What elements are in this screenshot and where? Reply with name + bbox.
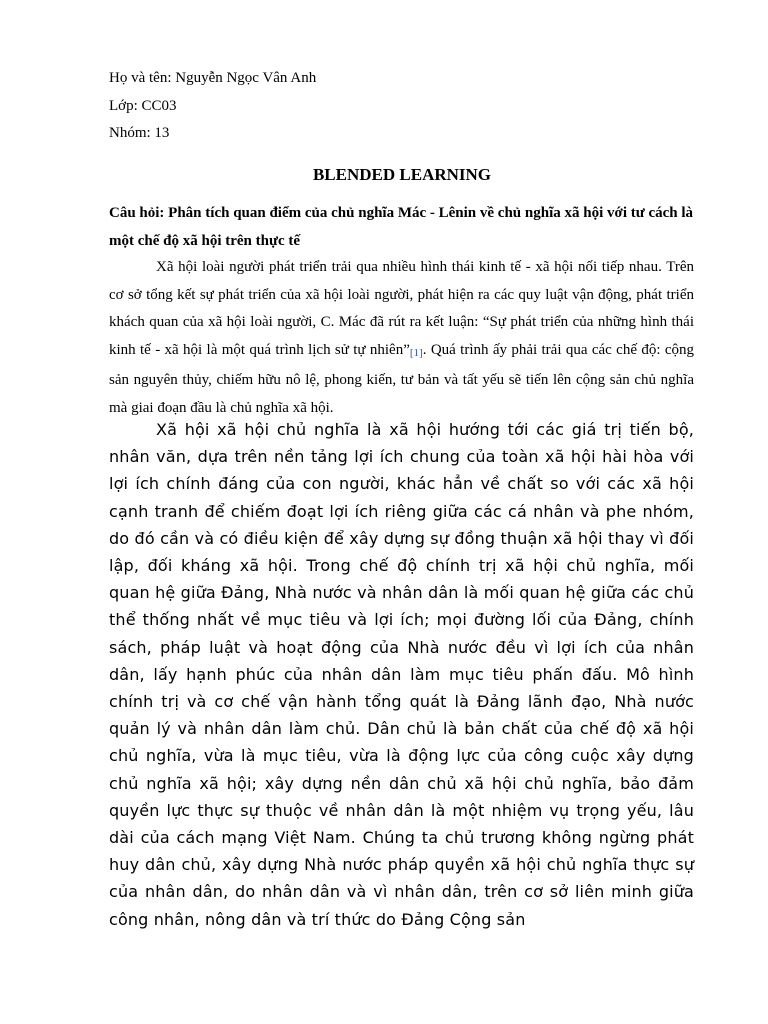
student-group: Nhóm: 13 (109, 125, 170, 141)
paragraph-body: Xã hội xã hội chủ nghĩa là xã hội hướng tới các giá trị tiến bộ, nhân văn, dựa trên nền tảng lợi ích chung của toàn xã hội hài hòa với lợi ích chính đáng của con người, khác hẳn về chất so với các xã hội cạnh tranh để chiếm đoạt lợi ích riêng giữa các cá nhân và phe nhóm, do đó cần và có điều kiện để xây dựng sự đồng thuận xã hội thay vì đối lập, đối kháng xã hội. Trong chế độ chính trị xã hội chủ nghĩa, mối quan hệ giữa Đảng, Nhà nước và nhân dân là mối quan hệ giữa các chủ thể thống nhất về mục tiêu và lợi ích; mọi đường lối của Đảng, chính sách, pháp luật và hoạt động của Nhà nước đều vì lợi ích của nhân dân, lấy hạnh phúc của nhân dân làm mục tiêu phấn đấu. Mô hình chính trị và cơ chế vận hành tổng quát là Đảng lãnh đạo, Nhà nước quản lý và nhân dân làm chủ. Dân chủ là bản chất của chế độ xã hội chủ nghĩa, vừa là mục tiêu, vừa là động lực của công cuộc xây dựng chủ nghĩa xã hội; xây dựng nền dân chủ xã hội chủ nghĩa, bảo đảm quyền lực thực sự thuộc về nhân dân là một nhiệm vụ trọng yếu, lâu dài của cách mạng Việt Nam. Chúng ta chủ trương không ngừng phát huy dân chủ, xây dựng Nhà nước pháp quyền xã hội chủ nghĩa thực sự của nhân dân, do nhân dân và vì nhân dân, trên cơ sở liên minh giữa công nhân, nông dân và trí thức do Đảng Cộng sản (109, 420, 694, 929)
footnote-link[interactable]: [1] (409, 346, 423, 359)
student-class: Lớp: CC03 (109, 98, 177, 114)
document-title: BLENDED LEARNING (312, 165, 492, 184)
paragraph-intro-text-continued: . Quá trình ấy phải trải qua các chế độ: cộng sản nguyên thủy, chiếm hữu nô lệ, phong kiến, tư bản và tất yếu sẽ tiến lên cộng sản chủ nghĩa mà giai đoạn đầu là chủ nghĩa xã hội. (109, 341, 695, 416)
paragraph-intro (109, 254, 694, 423)
question-heading: Câu hỏi: Phân tích quan điểm của chủ nghĩa Mác - Lênin về chủ nghĩa xã hội với tư cách là một chế độ xã hội trên thực tế (109, 205, 694, 249)
paragraph-intro-text: Xã hội loài người phát triển trải qua nhiều hình thái kinh tế - xã hội nối tiếp nhau. Trên cơ sở tổng kết sự phát triển của xã hội loài người, phát hiện ra các quy luật vận động, phát triển khách quan của xã hội loài người, C. Mác đã rút ra kết luận: “Sự phát triển của những hình thái kinh tế - xã hội là một quá trình lịch sử tự nhiên” (109, 259, 694, 358)
student-name: Họ và tên: Nguyễn Ngọc Vân Anh (109, 70, 317, 86)
